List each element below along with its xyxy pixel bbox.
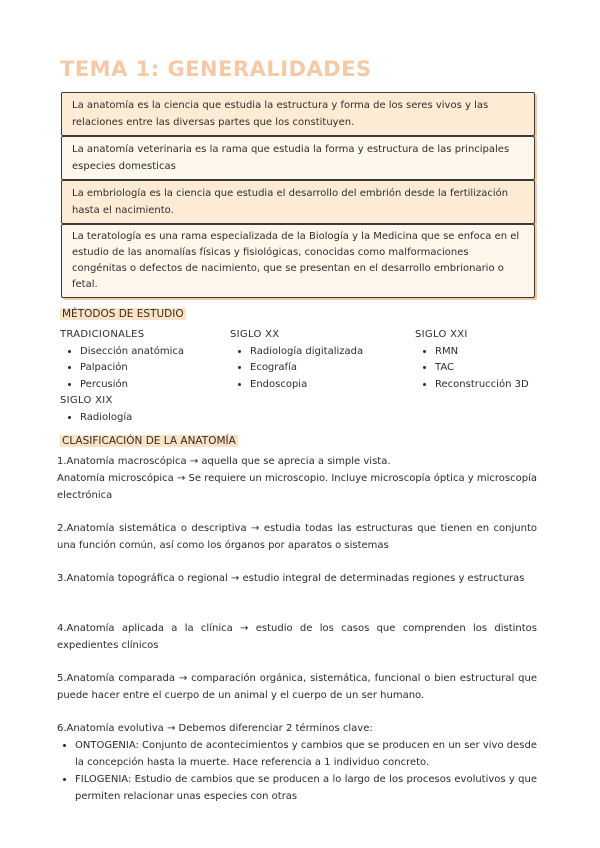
- methods-tradicionales: [60, 327, 184, 426]
- list-item: • Disección anatómica: [80, 344, 184, 361]
- siglo-xxi-label: SIGLO XXI: [415, 329, 468, 340]
- classification-item-1: [57, 453, 537, 504]
- list-item: • FILOGENIA: Estudio de cambios que se producen a lo largo de los procesos evolutivos y que permiten relacionar unas especies con otras: [75, 771, 537, 805]
- classification-heading: CLASIFICACIÓN DE LA ANATOMÍA: [62, 435, 236, 447]
- siglo-xx-label: SIGLO XX: [230, 329, 280, 340]
- list-item: • Reconstrucción 3D: [435, 377, 529, 394]
- methods-siglo-xx: [230, 327, 363, 393]
- definition-teratologia: La teratología es una rama especializada de la Biología y la Medicina que se enfoca en el estudio de las anomalías físicas y fisiológicas, conocidas como malformaciones congénitas o defectos de nacimiento, que se presentan en el desarrollo embrionario o fetal.: [61, 224, 535, 298]
- list-item: • ONTOGENIA: Conjunto de acontecimientos y cambios que se producen en un ser vivo desde la concepción hasta la muerte. Hace referencia a 1 individuo concreto.: [75, 737, 537, 771]
- list-item: • Percusión: [80, 377, 184, 394]
- classification-item-3: 3.Anatomía topográfica o regional → estudio integral de determinadas regiones y estructuras: [57, 573, 525, 584]
- list-item: • RMN: [435, 344, 529, 361]
- definition-anatomia-veterinaria: La anatomía veterinaria es la rama que estudia la forma y estructura de las principales especies domesticas: [61, 136, 535, 180]
- page-title: TEMA 1: GENERALIDADES: [60, 57, 372, 81]
- list-item: • Radiología digitalizada: [250, 344, 363, 361]
- paragraph: 6.Anatomía evolutiva → Debemos diferenciar 2 términos clave:: [57, 723, 373, 734]
- list-item: • Ecografía: [250, 360, 363, 377]
- paragraph: Anatomía microscópica → Se requiere un microscopio. Incluye microscopía óptica y microscopía electrónica: [57, 473, 537, 501]
- list-item: • Palpación: [80, 360, 184, 377]
- list-item: • Endoscopia: [250, 377, 363, 394]
- definition-anatomia: La anatomía es la ciencia que estudia la estructura y forma de los seres vivos y las relaciones entre las diversas partes que los constituyen.: [61, 92, 535, 136]
- list-item: • Radiología: [80, 410, 184, 427]
- tradicionales-label: TRADICIONALES: [60, 329, 145, 340]
- methods-heading: MÉTODOS DE ESTUDIO: [62, 308, 184, 320]
- definition-embriologia: La embriología es la ciencia que estudia el desarrollo del embrión desde la fertilización hasta el nacimiento.: [61, 180, 535, 224]
- classification-item-5: 5.Anatomía comparada → comparación orgánica, sistemática, funcional o bien estructural que puede hacer entre el cuerpo de un animal y el cuerpo de un ser humano.: [57, 673, 537, 701]
- list-item: • TAC: [435, 360, 529, 377]
- classification-item-6: [57, 720, 537, 805]
- paragraph: 1.Anatomía macroscópica → aquella que se aprecia a simple vista.: [57, 456, 391, 467]
- classification-item-4: 4.Anatomía aplicada a la clínica → estudio de los casos que comprenden los distintos expedientes clínicos: [57, 623, 537, 651]
- siglo-xix-label: SIGLO XIX: [60, 395, 113, 406]
- methods-siglo-xxi: [415, 327, 529, 393]
- classification-item-2: 2.Anatomía sistemática o descriptiva → estudia todas las estructuras que tienen en conjunto una función común, así como los órganos por aparatos o sistemas: [57, 523, 537, 551]
